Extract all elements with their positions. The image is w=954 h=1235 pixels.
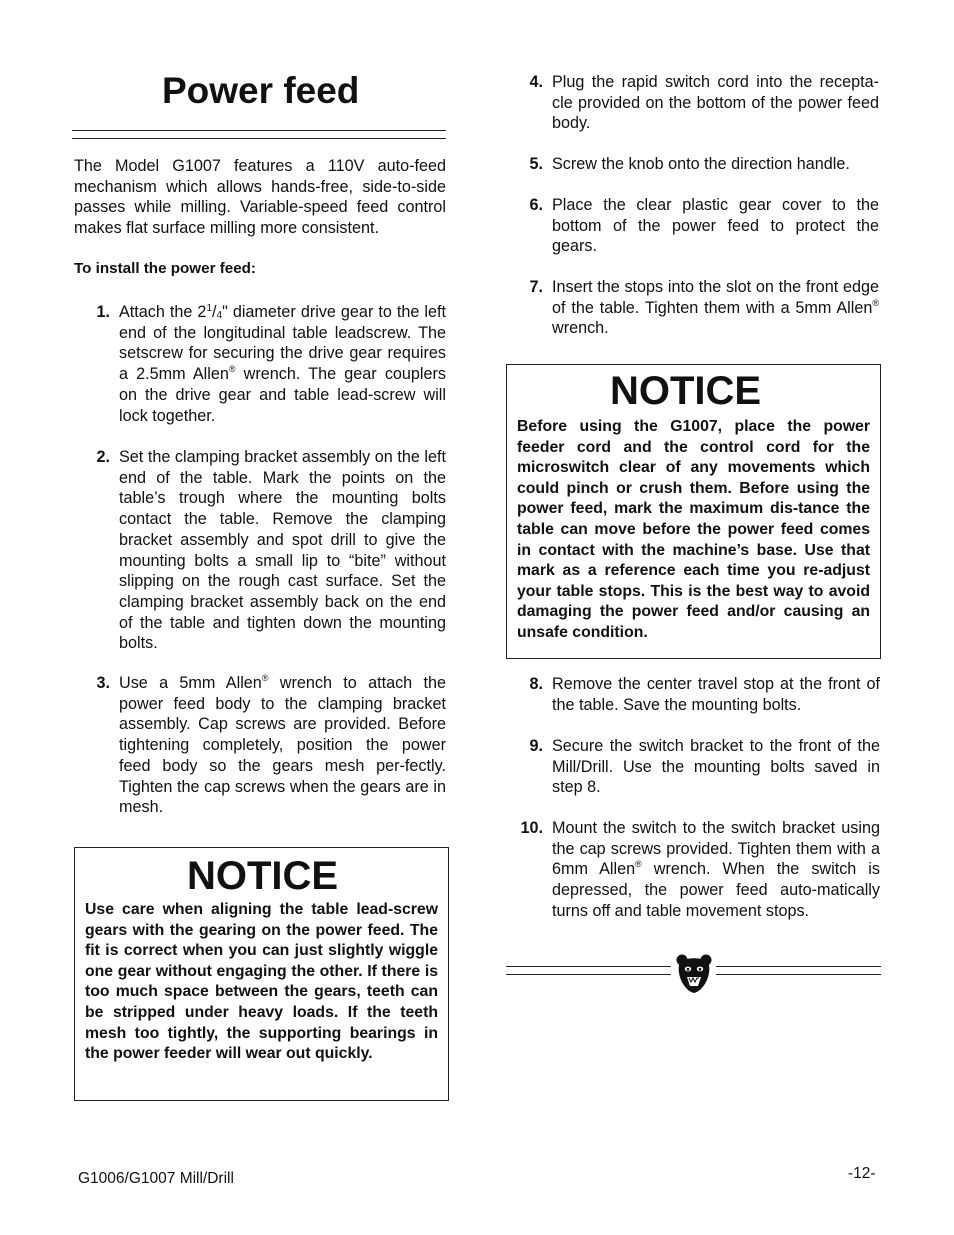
- notice-heading: NOTICE: [609, 369, 762, 413]
- step-number: 3.: [96, 674, 110, 692]
- step-number: 2.: [96, 448, 110, 466]
- step-number: 8.: [529, 675, 543, 693]
- ornament-line-left-bottom: [506, 974, 671, 975]
- notice-body: Use care when aligning the table lead-screw gears with the gearing on the power feed. The fit is correct when you can just slightly wiggle one gear without engaging the other. If there is too much space between the gears, teeth can be stripped under heavy loads. If the teeth mesh too tightly, the supporting bearings in the power feeder will wear out quickly.: [85, 901, 438, 1063]
- ornament-line-right-top: [716, 966, 881, 967]
- step-number: 1.: [96, 303, 110, 321]
- title-rule-bottom: [72, 138, 446, 139]
- step-text: Mount the switch to the switch bracket using the cap screws provided. Tighten them with a 6mm Allen® wrench. When the switch is depressed, the power feed auto-matically turns off and table movement stops.: [552, 819, 881, 920]
- step-number: 4.: [529, 73, 543, 91]
- notice-body: Before using the G1007, place the power feeder cord and the control cord for the microswitch clear of any movements which could pinch or crush them. Before using the power feed, mark the maximum dis-tance the table can move before the power feed comes in contact with the machine’s base. Use that mark as a reference each time you re-adjust your table stops. This is the best way to avoid damaging the power feed and/or causing an unsafe condition.: [517, 418, 870, 641]
- title-rule-top: [72, 130, 446, 131]
- step-number: 9.: [529, 737, 543, 755]
- intro-paragraph: The Model G1007 features a 110V auto-feed mechanism which allows hands-free, side-to-side passes while milling. Variable-speed feed control makes flat surface milling more consistent.: [74, 157, 446, 238]
- ornament-line-left-top: [506, 966, 671, 967]
- step-text: Use a 5mm Allen® wrench to attach the power feed body to the clamping bracket assembly. Cap screws are provided. Before tightening completely, position the power feed body so the gears mesh per-fectly. Tighten the cap screws when the gears are in mesh.: [119, 673, 446, 817]
- step-number: 7.: [529, 278, 543, 296]
- step-number: 5.: [529, 155, 543, 173]
- step-text: Place the clear plastic gear cover to the bottom of the power feed to protect the gears.: [552, 196, 879, 256]
- page-number: -12-: [848, 1165, 876, 1182]
- ornament-line-right-bottom: [716, 974, 881, 975]
- step-text: Remove the center travel stop at the front of the table. Save the mounting bolts.: [552, 675, 880, 714]
- notice-heading: NOTICE: [186, 854, 339, 898]
- step-text: Attach the $2^1/4$" diameter drive gear to the left end of the longitudinal table leadscrew. The setscrew for securing the drive gear requires a 2.5mm Allen® wrench. The gear couplers on the drive gear and table lead-screw will lock together.: [119, 303, 447, 425]
- step-text: Secure the switch bracket to the front of the Mill/Drill. Use the mounting bolts saved in step 8.: [552, 737, 880, 797]
- notice-box-cords: [506, 364, 881, 659]
- step-number: 10.: [520, 819, 543, 837]
- step-text: Set the clamping bracket assembly on the left end of the table. Mark the points on the table’s trough where the mounting bolts contact the table. Remove the clamping bracket assembly and spot drill to give the mounting bolts a small lip to “bite” without slipping on the rough cast surface. Set the clamping bracket assembly back on the end of the table and tighten down the mounting bolts.: [119, 448, 446, 653]
- bear-logo-icon: [675, 953, 713, 995]
- step-number: 6.: [529, 196, 543, 214]
- notice-box-gears: [74, 847, 449, 1101]
- step-text: Plug the rapid switch cord into the recepta-cle provided on the bottom of the power feed body.: [552, 73, 879, 133]
- install-subheading: To install the power feed:: [74, 260, 256, 277]
- step-text: Insert the stops into the slot on the front edge of the table. Tighten them with a 5mm Allen® wrench.: [552, 278, 879, 338]
- footer-model: G1006/G1007 Mill/Drill: [78, 1170, 234, 1187]
- step-text: Screw the knob onto the direction handle.: [552, 155, 850, 173]
- page-title: Power feed: [162, 70, 360, 111]
